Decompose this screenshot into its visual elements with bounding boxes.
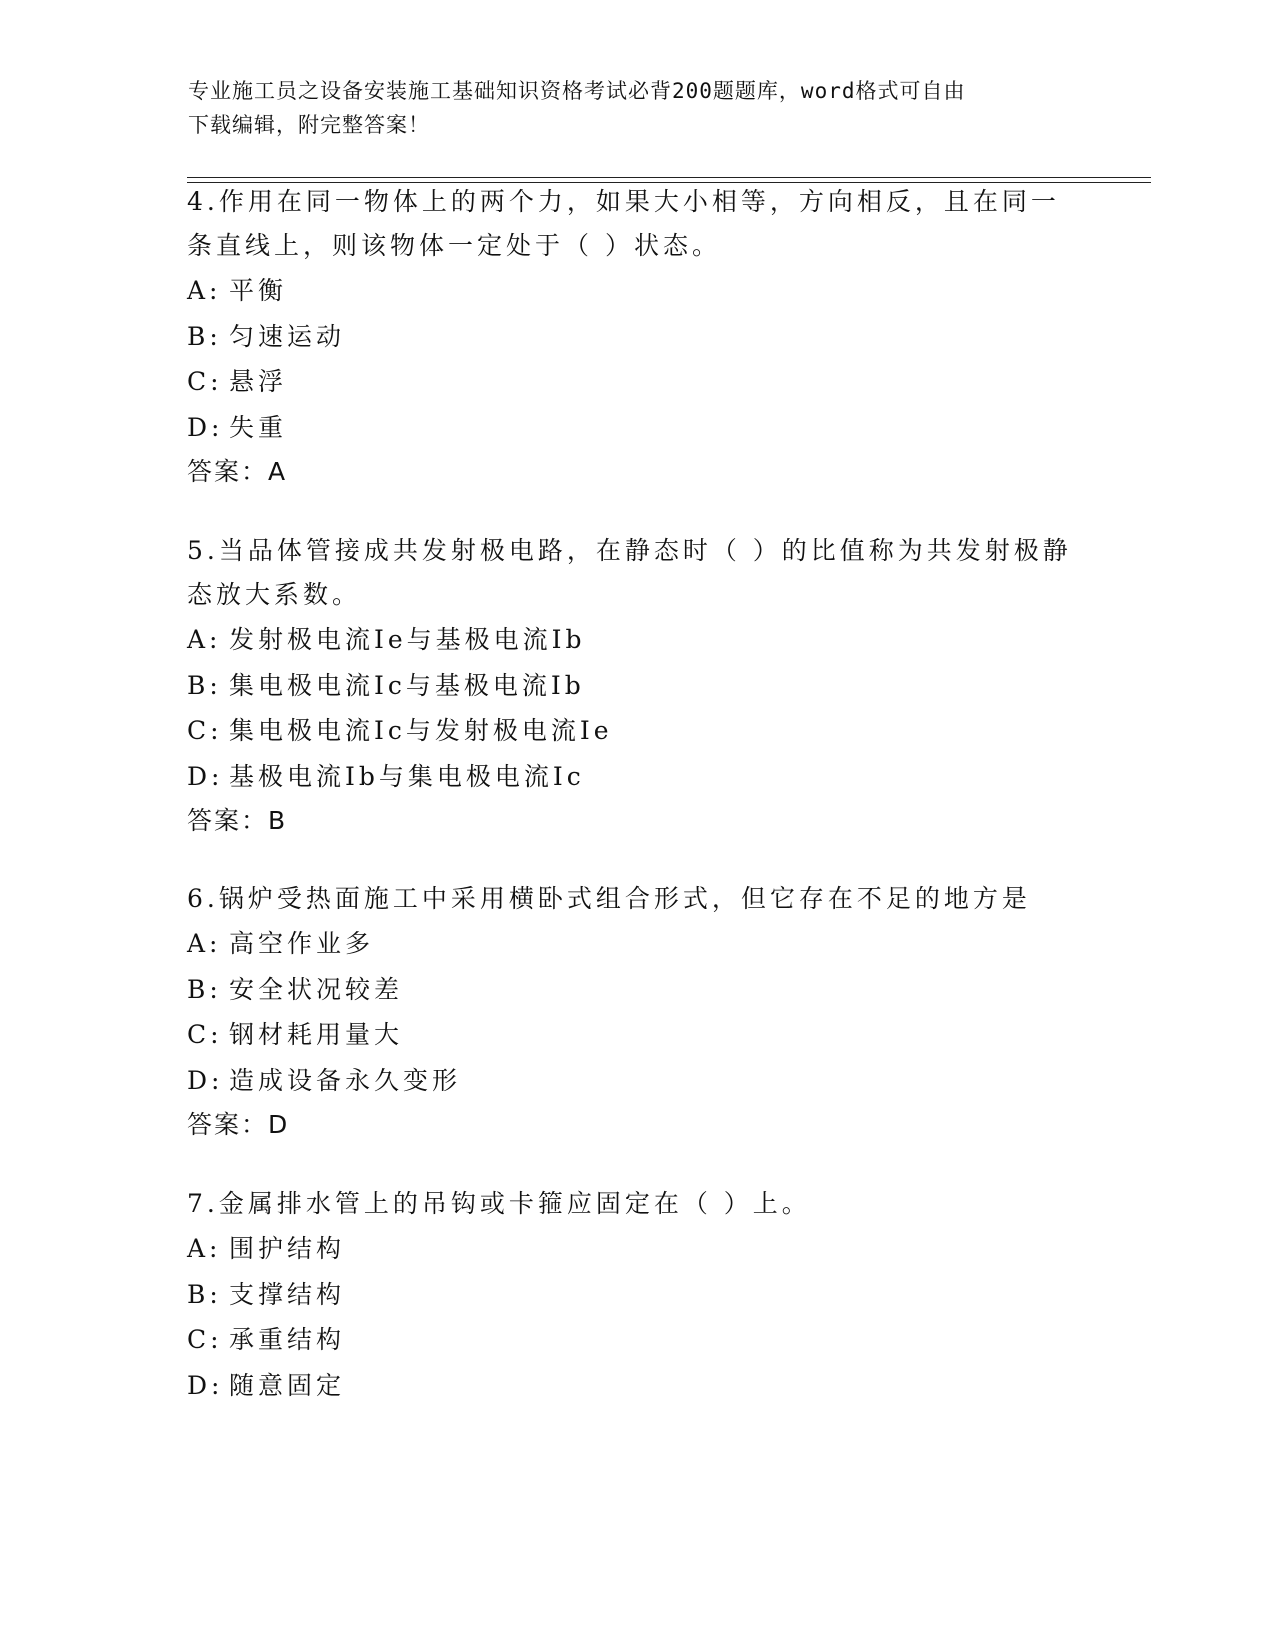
intro-line-1: 专业施工员之设备安装施工基础知识资格考试必背200题题库，word格式可自由 (188, 79, 966, 103)
option-b (187, 967, 1087, 1013)
option-a (187, 921, 1087, 967)
option-text: 集电极电流Ic与基极电流Ib (229, 670, 585, 700)
option-a (187, 1226, 1087, 1272)
option-text: 围护结构 (229, 1234, 346, 1263)
option-key: A: (187, 1234, 222, 1263)
question-stem-line: 条直线上，则该物体一定处于（ ）状态。 (187, 231, 721, 260)
question-stem-line: 4.作用在同一物体上的两个力，如果大小相等，方向相反，且在同一 (187, 187, 1060, 216)
option-text: 发射极电流Ie与基极电流Ib (229, 625, 586, 654)
option-key: A: (187, 625, 222, 654)
answer-line: 答案：B (187, 806, 288, 835)
answer-line: 答案：D (187, 1110, 290, 1139)
option-text: 高空作业多 (229, 929, 375, 958)
question-stem-line: 6.锅炉受热面施工中采用横卧式组合形式，但它存在不足的地方是 (187, 884, 1031, 913)
question-5 (187, 529, 1087, 843)
option-c (187, 1012, 1087, 1058)
question-stem-line: 5.当品体管接成共发射极电路，在静态时（ ）的比值称为共发射极静 (187, 536, 1072, 565)
option-text: 基极电流Ib与集电极电流Ic (229, 761, 585, 791)
option-a (187, 268, 1087, 314)
option-text: 承重结构 (229, 1325, 346, 1354)
option-text: 造成设备永久变形 (229, 1065, 462, 1095)
option-a (187, 617, 1087, 663)
option-text: 集电极电流Ic与发射极电流Ie (229, 716, 613, 745)
header-divider-top (187, 177, 1151, 178)
option-text: 钢材耗用量大 (229, 1020, 404, 1049)
option-key: B: (187, 670, 222, 700)
option-d (187, 754, 1087, 800)
answer-line: 答案：A (187, 457, 288, 486)
option-text: 匀速运动 (229, 321, 346, 351)
option-d (187, 1058, 1087, 1104)
question-7 (187, 1182, 1087, 1408)
question-6 (187, 877, 1087, 1147)
option-b (187, 314, 1087, 360)
option-key: B: (187, 1279, 222, 1309)
option-text: 支撑结构 (229, 1279, 346, 1309)
option-key: A: (187, 929, 222, 958)
option-key: D: (187, 761, 224, 791)
document-intro (188, 74, 1068, 142)
intro-line-2: 下载编辑，附完整答案！ (188, 113, 430, 137)
option-text: 随意固定 (229, 1370, 346, 1400)
question-stem-line: 7.金属排水管上的吊钩或卡箍应固定在（ ）上。 (187, 1189, 811, 1218)
question-4 (187, 180, 1087, 494)
option-key: D: (187, 412, 224, 442)
option-b (187, 1272, 1087, 1318)
option-d (187, 1363, 1087, 1409)
option-key: C: (187, 1020, 223, 1049)
option-d (187, 405, 1087, 451)
option-key: D: (187, 1065, 224, 1095)
option-text: 平衡 (229, 276, 288, 305)
option-c (187, 359, 1087, 405)
option-key: C: (187, 716, 223, 745)
option-key: C: (187, 367, 223, 396)
option-key: D: (187, 1370, 224, 1400)
option-text: 悬浮 (229, 367, 288, 396)
option-c (187, 708, 1087, 754)
option-key: B: (187, 321, 222, 351)
option-b (187, 663, 1087, 709)
question-stem-line: 态放大系数。 (187, 580, 362, 609)
option-key: C: (187, 1325, 223, 1354)
option-text: 安全状况较差 (229, 974, 404, 1004)
option-text: 失重 (229, 412, 288, 442)
option-key: B: (187, 974, 222, 1004)
option-key: A: (187, 276, 222, 305)
option-c (187, 1317, 1087, 1363)
